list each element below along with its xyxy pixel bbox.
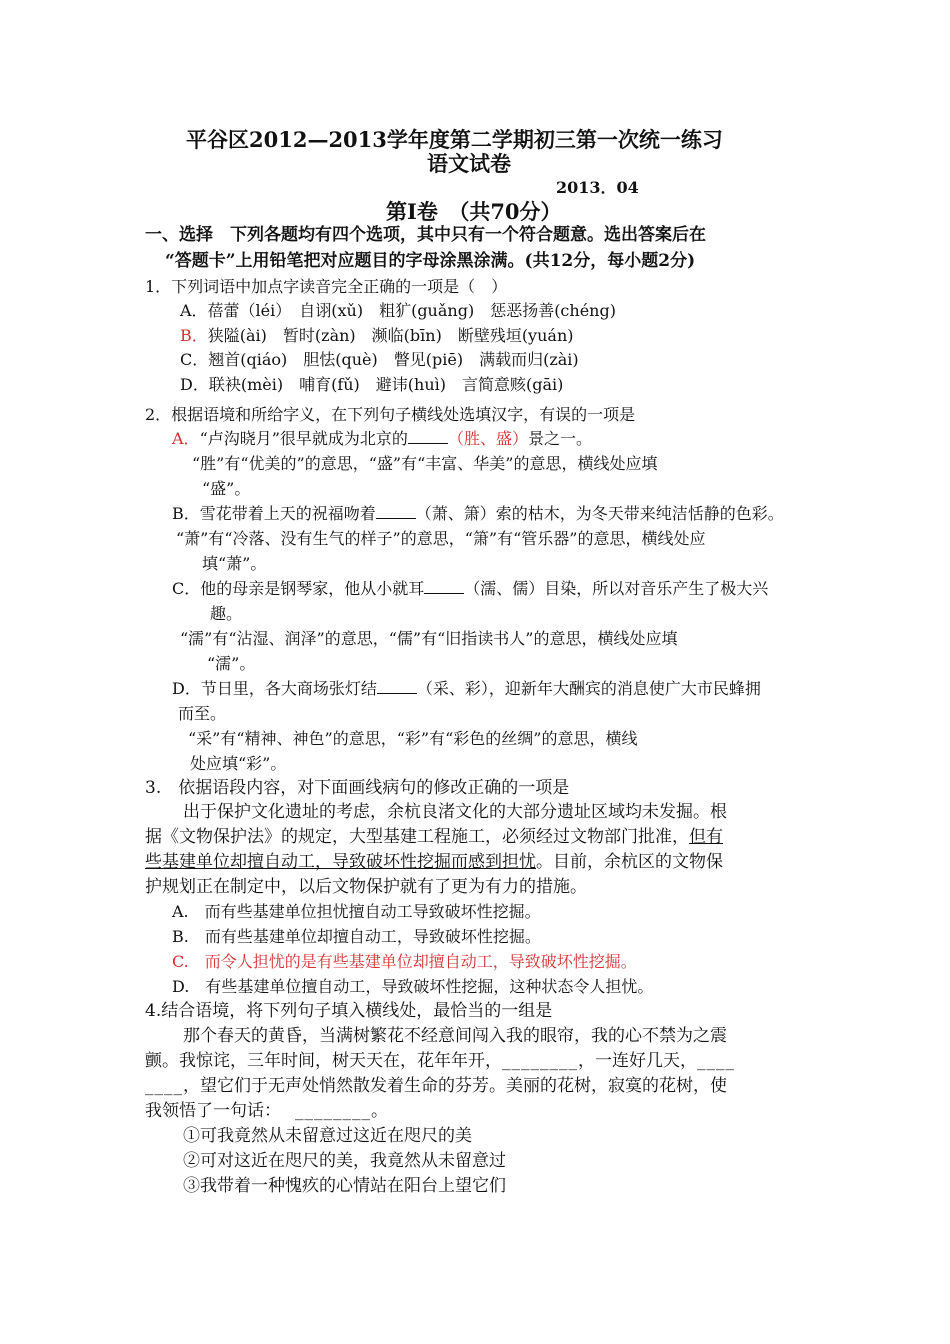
q3-option-a: A. 而有些基建单位担忧擅自动工导致破坏性挖掘。 (172, 902, 541, 921)
q2-stem: 2．根据语境和所给字义，在下列句子横线处选填汉字，有误的一项是 (145, 405, 636, 424)
q4-stem: 4.结合语境，将下列句子填入横线处，最恰当的一组是 (145, 1001, 553, 1021)
part-heading: 第Ⅰ卷 （共70分） (386, 199, 562, 224)
q1-option-c: C．翘首(qiáo) 胆怯(què) 瞥见(piē) 满载而归(zài) (180, 350, 579, 369)
q2-b-blank (376, 504, 416, 519)
q3-para-2-text: 据《文物保护法》的规定，大型基建工程施工，必须经过文物部门批准， (145, 827, 689, 847)
q2-c-blank (424, 579, 464, 594)
q2-a-pre (172, 429, 408, 448)
q2-option-d (172, 679, 761, 699)
q4-choice-2: ②可对这近在咫尺的美，我竟然从未留意过 (183, 1151, 506, 1171)
q3-para-2 (145, 827, 723, 847)
q4-choice-3: ③我带着一种愧疚的心情站在阳台上望它们 (183, 1176, 506, 1196)
q1-option-b-letter: B． (180, 326, 208, 345)
exam-subtitle: 语文试卷 (427, 151, 511, 176)
q2-c-explain-1: “濡”有“沾湿、润泽”的意思，“儒”有“旧指读书人”的意思，横线处应填 (180, 629, 678, 648)
section1-instruction-line1: 一、选择 下列各题均有四个选项，其中只有一个符合题意。选出答案后在 (145, 225, 706, 245)
q3-underlined-start: 但有 (689, 827, 723, 847)
q2-b-post: （萧、箫）索的枯木，为冬天带来纯洁恬静的色彩。 (415, 504, 784, 523)
q1-option-b (180, 326, 574, 346)
q1-option-b-text (180, 326, 574, 345)
q2-option-c (172, 579, 768, 599)
q2-b-pre: B．雪花带着上天的祝福吻着 (172, 504, 376, 523)
q4-para-2-mid: ，一连好几天， (578, 1051, 697, 1071)
q3-option-b: B. 而有些基建单位却擅自动工，导致破坏性挖掘。 (172, 927, 541, 946)
q2-b-explain-2: 填“萧”。 (202, 554, 267, 573)
q3-para-3-text: 。目前，余杭区的文物保 (536, 852, 723, 872)
q4-para-1: 那个春天的黄昏，当满树繁花不经意间闯入我的眼帘，我的心不禁为之震 (183, 1026, 727, 1046)
q2-d-explain-1: “采”有“精神、神色”的意思，“彩”有“彩色的丝绸”的意思，横线 (188, 729, 638, 748)
q2-option-a-letter: A． (172, 429, 200, 448)
q2-d-pre: D．节日里，各大商场张灯结 (172, 679, 377, 698)
q2-a-explain-2: “盛”。 (202, 479, 251, 498)
q2-option-b (172, 504, 784, 524)
q2-d-cont: 而至。 (178, 704, 227, 723)
q3-para-4: 护规划正在制定中，以后文物保护就有了更为有力的措施。 (145, 877, 587, 897)
q4-blank-2a: ____ (697, 1051, 735, 1071)
q1-option-a: A．蓓蕾（léi） 自诩(xǔ) 粗犷(guǎng) 惩恶扬善(chéng) (180, 301, 616, 320)
q4-para-4 (145, 1101, 388, 1121)
q2-a-post: 景之一。 (527, 429, 592, 448)
q4-blank-2b: ____ (145, 1076, 183, 1096)
q2-c-post: （濡、儒）目染，所以对音乐产生了极大兴 (464, 579, 769, 598)
q2-a-blank (408, 429, 448, 444)
exam-title: 平谷区2012—2013学年度第二学期初三第一次统一练习 (186, 127, 723, 152)
q2-c-pre: C．他的母亲是钢琴家，他从小就耳 (172, 579, 425, 598)
q4-para-3 (145, 1076, 727, 1096)
q4-para-3-text: ，望它们于无声处悄然散发着生命的芬芳。美丽的花树，寂寞的花树，使 (183, 1076, 727, 1096)
q2-d-post: （采、彩），迎新年大酬宾的消息使广大市民蜂拥 (416, 679, 761, 698)
q3-stem: 3. 依据语段内容，对下面画线病句的修改正确的一项是 (145, 778, 570, 798)
q3-para-1: 出于保护文化遗址的考虑，余杭良渚文化的大部分遗址区域均未发掘。根 (183, 802, 727, 822)
q4-para-2 (145, 1051, 735, 1071)
q4-blank-1: ________ (502, 1051, 578, 1071)
q3-para-3 (145, 852, 723, 872)
q3-underlined-sentence: 些基建单位却擅自动工，导致破坏性挖掘而感到担忧 (145, 852, 536, 872)
q2-a-explain-1: “胜”有“优美的”的意思，“盛”有“丰富、华美”的意思，横线处应填 (192, 454, 658, 473)
q3-option-d: D. 有些基建单位擅自动工，导致破坏性挖掘，这种状态令人担忧。 (172, 977, 654, 996)
q4-choice-1: ①可我竟然从未留意过这近在咫尺的美 (183, 1126, 472, 1146)
q2-b-explain-1: “萧”有“冷落、没有生气的样子”的意思，“箫”有“管乐器”的意思，横线处应 (176, 529, 706, 548)
exam-date: 2013．04 (556, 178, 639, 197)
q4-para-4-text: 我领悟了一句话： (145, 1101, 281, 1121)
q2-a-options: （胜、盛） (447, 429, 528, 448)
q4-para-4-end: 。 (371, 1101, 388, 1121)
q4-blank-3: ________ (295, 1101, 371, 1121)
q2-d-explain-2: 处应填“彩”。 (190, 754, 287, 773)
q2-c-explain-2: “濡”。 (207, 654, 256, 673)
q2-c-cont: 趣。 (210, 604, 243, 623)
q4-para-2-text: 颤。我惊诧，三年时间，树天天在，花年年开， (145, 1051, 502, 1071)
q2-option-a-words: “卢沟晓月”很早就成为北京的 (199, 429, 408, 448)
q2-option-a (172, 429, 592, 449)
q1-stem: 1．下列词语中加点字读音完全正确的一项是（ ） (145, 277, 508, 296)
q2-d-blank (377, 679, 417, 694)
q3-option-c: C. 而令人担忧的是有些基建单位却擅自动工，导致破坏性挖掘。 (172, 952, 637, 971)
q1-option-d: D．联袂(mèi) 哺育(fǔ) 避讳(huì) 言简意赅(gāi) (180, 375, 564, 394)
q1-option-b-words: 狭隘(ài) 暂时(zàn) 濒临(bīn) 断壁残垣(yuán) (207, 326, 574, 345)
section1-instruction-line2: “答题卡”上用铅笔把对应题目的字母涂黑涂满。(共12分，每小题2分) (165, 251, 696, 271)
